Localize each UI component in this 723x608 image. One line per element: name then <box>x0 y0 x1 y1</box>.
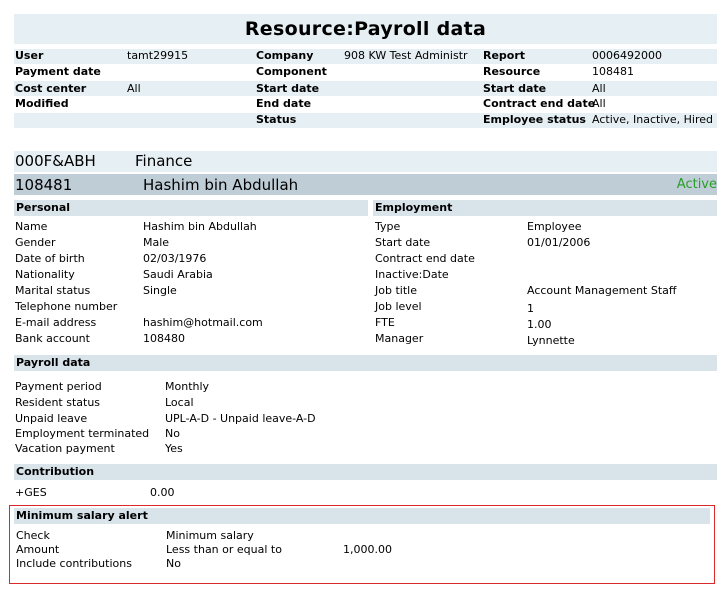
payroll-vacation-value: Yes <box>165 442 183 455</box>
personal-email-value: hashim@hotmail.com <box>143 316 263 329</box>
contribution-section-header: Contribution <box>14 464 717 480</box>
header-cost-center-label: Cost center <box>15 82 87 95</box>
payroll-period-value: Monthly <box>165 380 210 393</box>
personal-bank-label: Bank account <box>15 332 90 345</box>
payroll-period-label: Payment period <box>15 380 102 393</box>
employment-job-title-value: Account Management Staff <box>527 284 677 297</box>
alert-include-label: Include contributions <box>16 557 132 570</box>
header-modified-label: Modified <box>15 97 69 110</box>
header-employee-status-value: Active, Inactive, Hired <box>592 113 714 126</box>
personal-dob-value: 02/03/1976 <box>143 252 207 265</box>
personal-email-label: E-mail address <box>15 316 97 329</box>
payroll-vacation-label: Vacation payment <box>15 442 115 455</box>
header-user-label: User <box>15 49 44 62</box>
employment-job-level-label: Job level <box>375 300 422 313</box>
payroll-terminated-label: Employment terminated <box>15 427 150 440</box>
employee-status-badge: Active <box>676 177 717 192</box>
employment-section-header: Employment <box>373 200 717 216</box>
department-name: Finance <box>135 152 193 170</box>
personal-nationality-label: Nationality <box>15 268 75 281</box>
personal-telephone-label: Telephone number <box>15 300 118 313</box>
alert-include-value: No <box>166 557 181 570</box>
employment-manager-value: Lynnette <box>527 334 575 347</box>
employment-type-label: Type <box>375 220 401 233</box>
header-cost-center-value: All <box>127 82 141 95</box>
personal-gender-value: Male <box>143 236 170 249</box>
alert-amount-condition: Less than or equal to <box>166 543 282 556</box>
header-payment-date-label: Payment date <box>15 65 101 78</box>
header-resource-label: Resource <box>483 65 541 78</box>
employment-fte-value: 1.00 <box>527 318 552 331</box>
payroll-resident-value: Local <box>165 396 194 409</box>
employee-bar <box>14 174 717 195</box>
alert-amount-label: Amount <box>16 543 60 556</box>
header-user-value: tamt29915 <box>127 49 189 62</box>
header-end-date-label: End date <box>256 97 312 110</box>
alert-amount-value: 1,000.00 <box>343 543 392 556</box>
payroll-terminated-value: No <box>165 427 180 440</box>
employment-job-level-value: 1 <box>527 302 534 315</box>
department-code: 000F&ABH <box>15 152 96 170</box>
employment-inactive-label: Inactive:Date <box>375 268 449 281</box>
contribution-ges-label: +GES <box>15 486 47 499</box>
header-row-shade-2 <box>14 81 717 96</box>
header-component-label: Component <box>256 65 327 78</box>
header-report-value: 0006492000 <box>592 49 662 62</box>
employment-start-label: Start date <box>375 236 431 249</box>
employee-name: Hashim bin Abdullah <box>143 176 299 194</box>
payroll-resident-label: Resident status <box>15 396 101 409</box>
payroll-section-header: Payroll data <box>14 355 717 371</box>
employment-type-value: Employee <box>527 220 582 233</box>
header-start-date-filter-label: Start date <box>483 82 547 95</box>
alert-section-header: Minimum salary alert <box>14 508 710 524</box>
personal-section-header: Personal <box>14 200 368 216</box>
header-start-date-label: Start date <box>256 82 320 95</box>
alert-check-label: Check <box>16 529 50 542</box>
header-employee-status-label: Employee status <box>483 113 586 126</box>
department-bar <box>14 151 717 172</box>
employee-id: 108481 <box>15 176 73 194</box>
personal-name-value: Hashim bin Abdullah <box>143 220 257 233</box>
employment-start-value: 01/01/2006 <box>527 236 591 249</box>
personal-marital-label: Marital status <box>15 284 91 297</box>
alert-check-value: Minimum salary <box>166 529 254 542</box>
employment-job-title-label: Job title <box>375 284 417 297</box>
personal-name-label: Name <box>15 220 48 233</box>
header-status-label: Status <box>256 113 297 126</box>
header-start-date-filter-value: All <box>592 82 606 95</box>
employment-contract-end-label: Contract end date <box>375 252 475 265</box>
contribution-ges-value: 0.00 <box>150 486 175 499</box>
personal-nationality-value: Saudi Arabia <box>143 268 213 281</box>
page-title: Resource:Payroll data <box>14 14 717 44</box>
header-resource-value: 108481 <box>592 65 634 78</box>
personal-gender-label: Gender <box>15 236 56 249</box>
header-report-label: Report <box>483 49 526 62</box>
employment-manager-label: Manager <box>375 332 424 345</box>
personal-marital-value: Single <box>143 284 177 297</box>
header-company-label: Company <box>256 49 314 62</box>
header-contract-end-value: All <box>592 97 606 110</box>
payroll-unpaid-leave-value: UPL-A-D - Unpaid leave-A-D <box>165 412 316 425</box>
employment-fte-label: FTE <box>375 316 395 329</box>
personal-bank-value: 108480 <box>143 332 185 345</box>
header-company-value: 908 KW Test Administr <box>344 49 468 62</box>
payroll-unpaid-leave-label: Unpaid leave <box>15 412 88 425</box>
personal-dob-label: Date of birth <box>15 252 85 265</box>
header-contract-end-label: Contract end date <box>483 97 596 110</box>
